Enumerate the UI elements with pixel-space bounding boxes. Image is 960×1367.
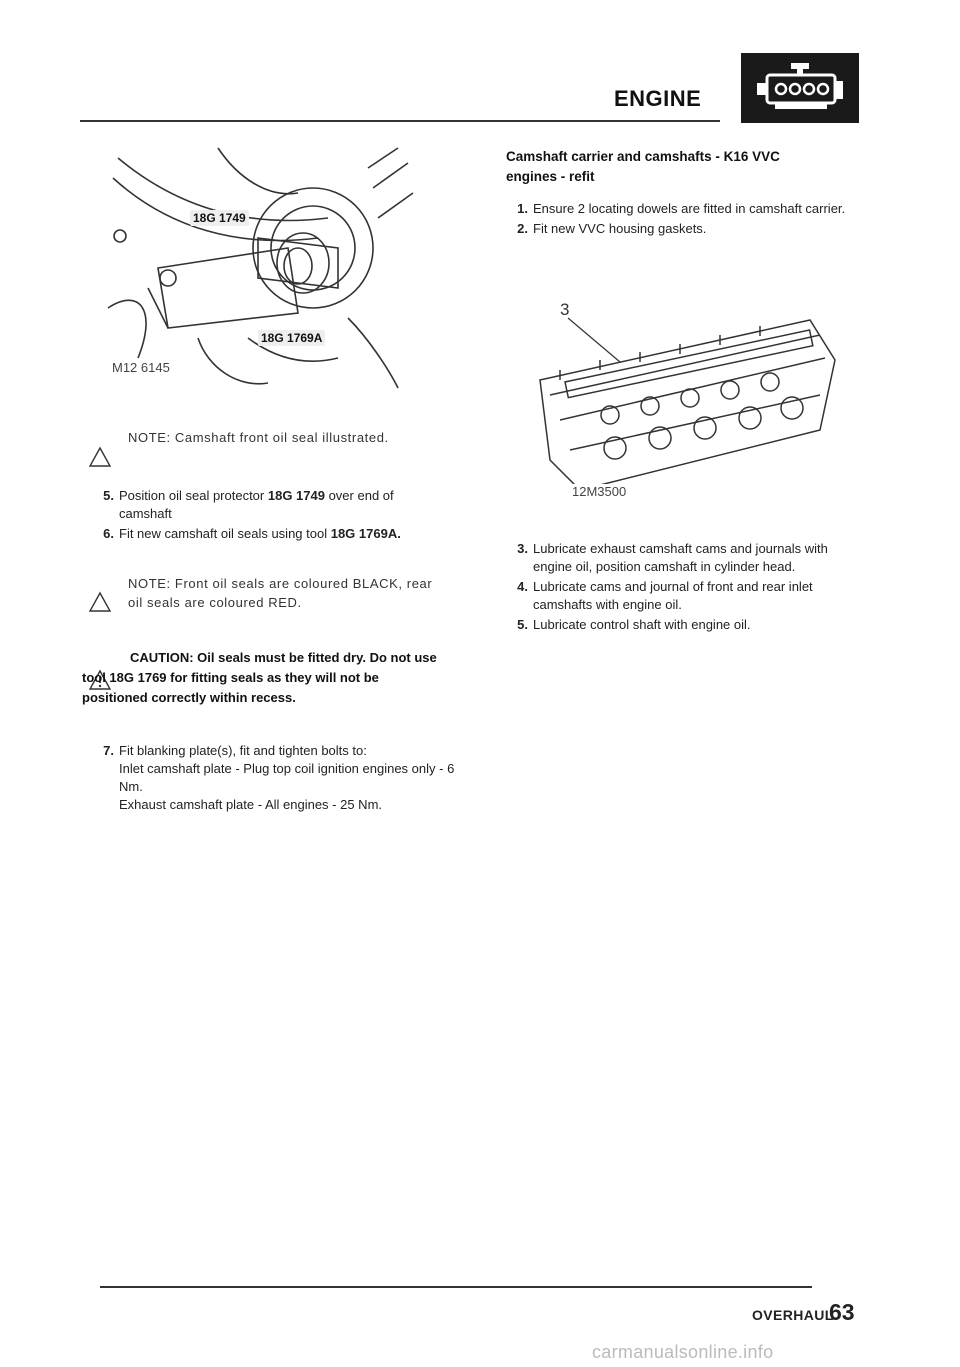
header-rule <box>80 120 720 122</box>
watermark: carmanualsonline.info <box>592 1342 774 1362</box>
callout-tool-18g-1769a: 18G 1769A <box>258 330 325 346</box>
camshaft-carrier-illustration <box>520 300 850 505</box>
figure-code: 12M3500 <box>572 484 627 499</box>
caution-oil-seals-dry: CAUTION: Oil seals must be fitted dry. Do not use tool 18G 1769 for fitting seals as they will not be positioned correctly within recess. <box>82 650 437 705</box>
left-steps-a <box>96 487 446 545</box>
note-front-oil-seal: NOTE: Camshaft front oil seal illustrated. <box>128 430 389 445</box>
right-steps-b <box>510 540 870 636</box>
callout-number: 3 <box>560 300 570 319</box>
list-item: 7. Fit blanking plate(s), fit and tighten bolts to: Inlet camshaft plate - Plug top coil ignition engines only - 6 Nm. Exhaust camshaft plate - All engines - 25 Nm. <box>103 743 455 812</box>
note-triangle-icon <box>88 446 112 468</box>
camshaft-seal-illustration <box>98 138 428 400</box>
procedure-title: Camshaft carrier and camshafts - K16 VVC engines - refit <box>506 149 780 184</box>
list-item: 4. Lubricate cams and journal of front and rear inlet camshafts with engine oil. <box>517 579 813 612</box>
footer-section: OVERHAUL <box>752 1307 834 1323</box>
page-number: 63 <box>829 1299 855 1325</box>
engine-icon <box>741 53 859 123</box>
figure-code: M12 6145 <box>112 360 170 375</box>
list-item: 5. Lubricate control shaft with engine oil. <box>517 617 751 632</box>
callout-tool-18g-1749: 18G 1749 <box>190 210 249 226</box>
list-item: 5. Position oil seal protector 18G 1749 over end of camshaft <box>103 488 394 521</box>
list-item: 2. Fit new VVC housing gaskets. <box>517 221 707 236</box>
right-steps-a <box>510 200 870 240</box>
list-item: 6. Fit new camshaft oil seals using tool 18G 1769A. <box>103 526 401 541</box>
list-item: 1. Ensure 2 locating dowels are fitted in camshaft carrier. <box>517 201 846 216</box>
note-seal-colours: NOTE: Front oil seals are coloured BLACK, rear oil seals are coloured RED. <box>128 576 433 610</box>
note-triangle-icon <box>88 591 112 613</box>
left-step-7 <box>96 742 456 816</box>
list-item: 3. Lubricate exhaust camshaft cams and journals with engine oil, position camshaft in cylinder head. <box>517 541 828 574</box>
footer-rule <box>100 1286 812 1288</box>
page-section-title: ENGINE <box>614 86 702 111</box>
